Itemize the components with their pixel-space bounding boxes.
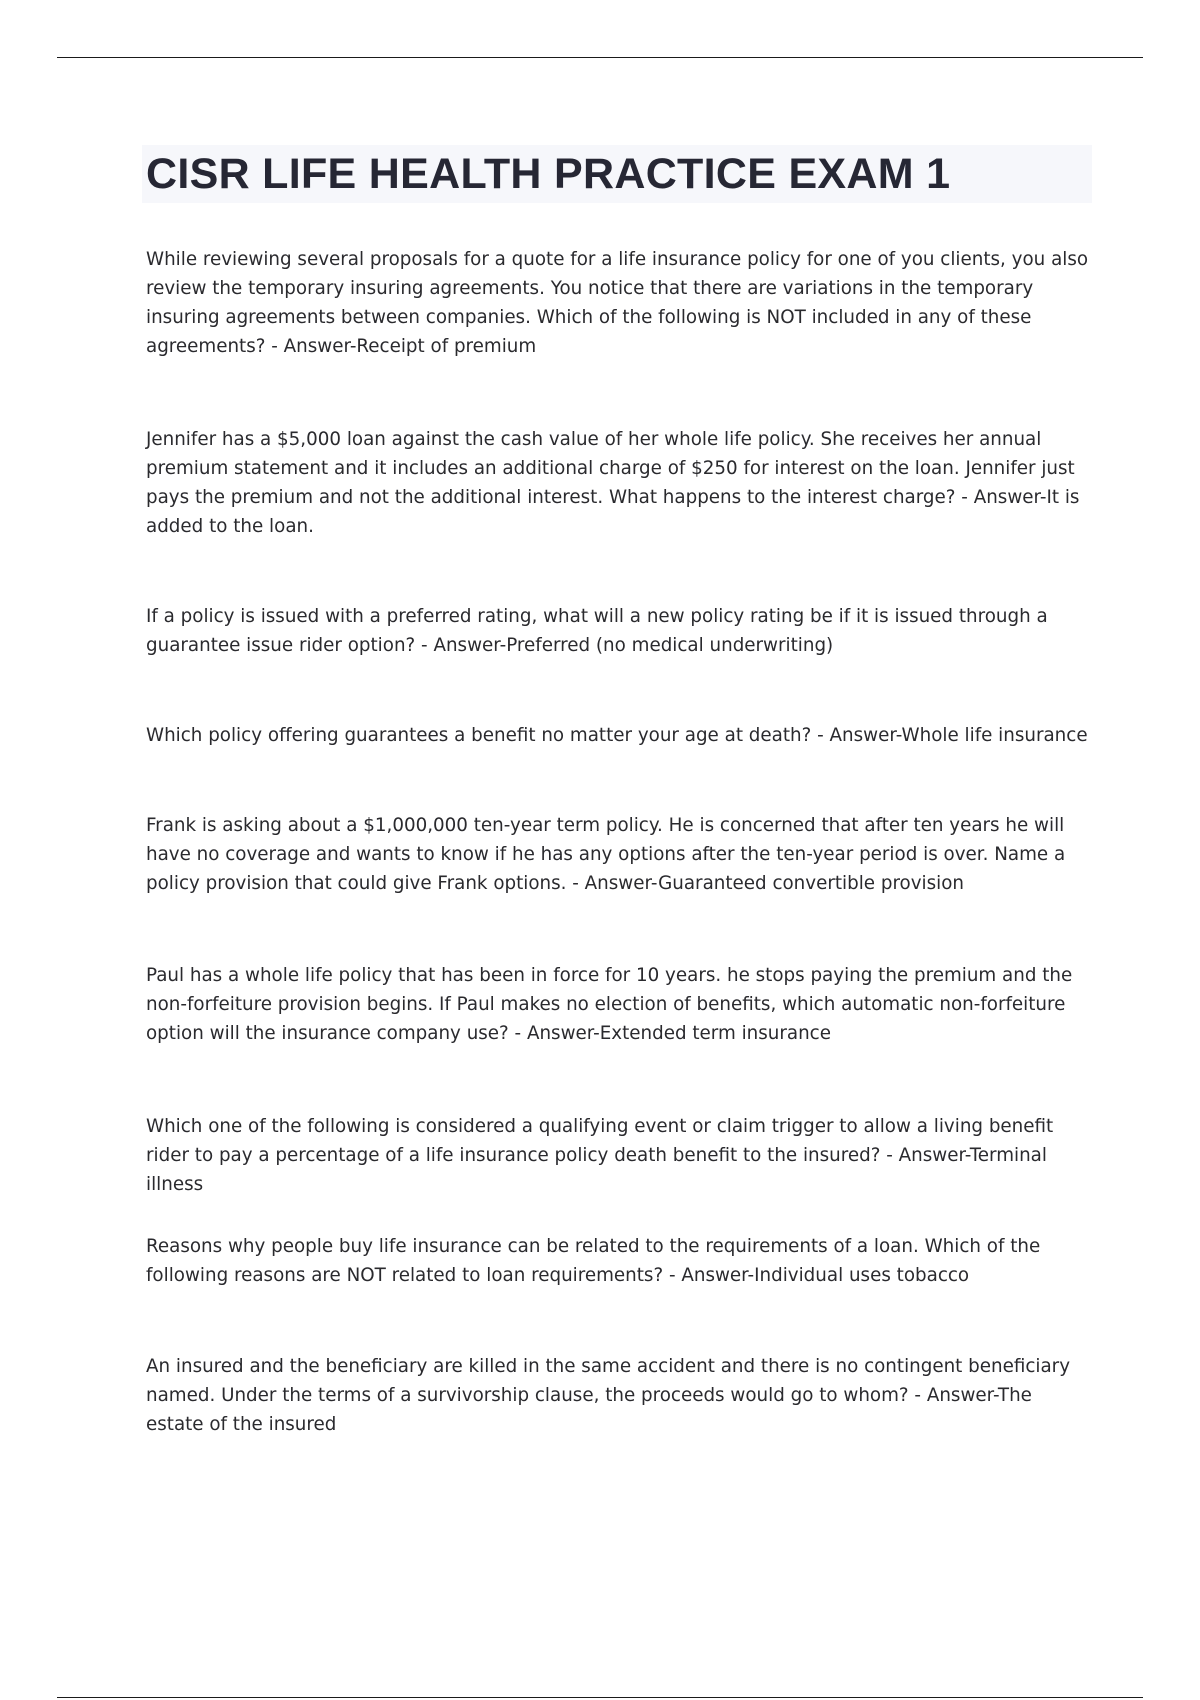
question-answer-item: Jennifer has a $5,000 loan against the cash value of her whole life policy. She receives her annual premium statement and it includes an additional charge of $250 for interest on the loan. Jennifer just pays the premium and not the additional interest. What happens to the interest charge? - Answer-It is added to the loan. (146, 429, 1080, 537)
question-answer-item: Reasons why people buy life insurance can be related to the requirements of a loan. Which of the following reasons are NOT related to loan requirements? - Answer-Individual uses tobacco (146, 1236, 1041, 1286)
question-answer-item: While reviewing several proposals for a quote for a life insurance policy for one of you clients, you also review the temporary insuring agreements. You notice that there are variations in the temporary insuring agreements between companies. Which of the following is NOT included in any of these agreements? - Answer-Receipt of premium (146, 249, 1089, 357)
top-rule (57, 57, 1143, 58)
bottom-rule (57, 1697, 1143, 1698)
question-answer-item: Which one of the following is considered a qualifying event or claim trigger to allow a living benefit rider to pay a percentage of a life insurance policy death benefit to the insured? - Answer-Terminal illness (146, 1116, 1054, 1195)
question-answer-item: Frank is asking about a $1,000,000 ten-year term policy. He is concerned that after ten years he will have no coverage and wants to know if he has any options after the ten-year period is over. Name a policy provision that could give Frank options. - Answer-Guaranteed convertible provision (146, 815, 1066, 894)
question-answer-item: An insured and the beneficiary are killed in the same accident and there is no contingent beneficiary named. Under the terms of a survivorship clause, the proceeds would go to whom? - Answer-The estate of the insured (146, 1356, 1071, 1435)
question-answer-item: If a policy is issued with a preferred rating, what will a new policy rating be if it is issued through a guarantee issue rider option? - Answer-Preferred (no medical underwriting) (146, 606, 1048, 656)
page-title: CISR LIFE HEALTH PRACTICE EXAM 1 (146, 150, 951, 198)
question-answer-item: Which policy offering guarantees a benefit no matter your age at death? - Answer-Whole life insurance (146, 725, 1088, 746)
question-answer-item: Paul has a whole life policy that has been in force for 10 years. he stops paying the premium and the non-forfeiture provision begins. If Paul makes no election of benefits, which automatic non-forfeiture option will the insurance company use? - Answer-Extended term insurance (146, 965, 1073, 1044)
